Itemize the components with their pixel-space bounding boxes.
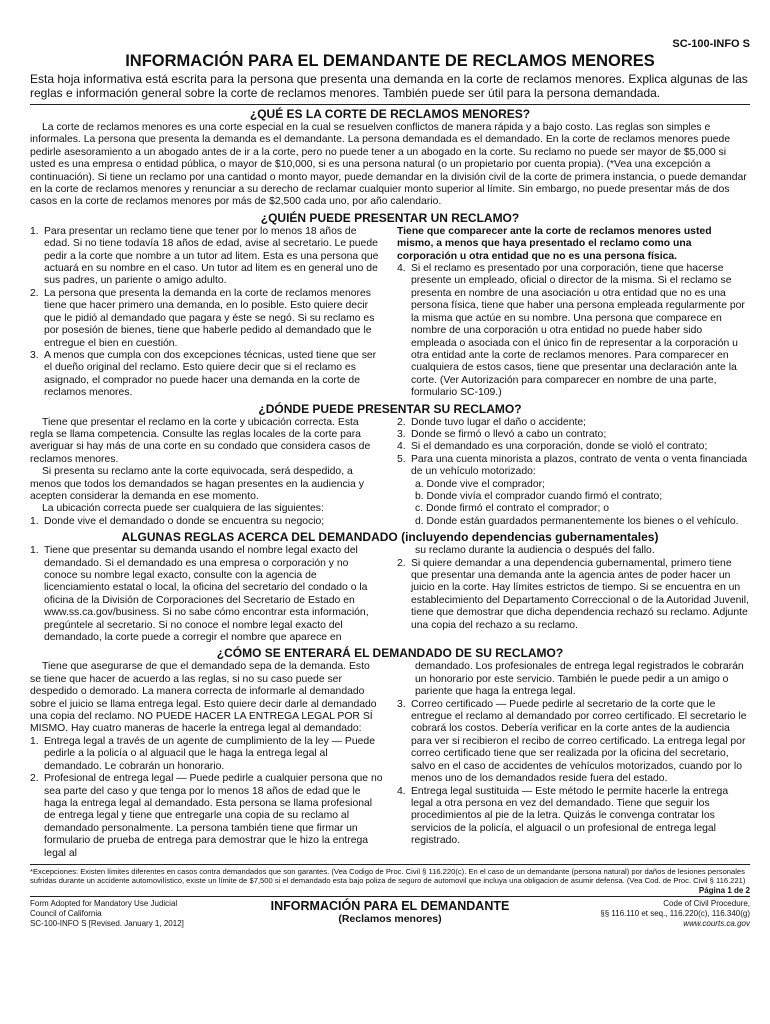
list-item: 3. Correo certificado — Puede pedirle al secretario de la corte que le entregue el reclamo al demandado por correo certificado. El secretario le cobrará los costos. Debería verificar en la corte antes de la audiencia para ver si recibieron el recibo de correo certificado. La entrega legal por correo certificado tiene que ser realizada por la oficina del secretario, salvo en el caso de accidentes de vehículos motorizados, cuando por lo menos uno de los demandados reside fuera del estado. <box>397 698 747 785</box>
list-item: 1. Donde vive el demandado o donde se encuentra su negocio; <box>30 515 325 527</box>
sub-item: d. Donde están guardados permanentemente los bienes o el vehículo. <box>415 515 739 527</box>
section-heading-what: ¿QUÉ ES LA CORTE DE RECLAMOS MENORES? <box>249 107 531 121</box>
list-item: 2. Donde tuvo lugar el daño o accidente; <box>397 416 587 428</box>
sub-item: b. Donde vivía el comprador cuando firmó el contrato; <box>415 490 663 502</box>
how-right-column <box>397 661 750 860</box>
list-item: 4. Si el demandado es una corporación, donde se violó el contrato; <box>397 441 708 453</box>
list-item: 4. Entrega legal sustituida — Este método le permite hacerle la entrega legal a otra persona en vez del demandado. Tiene que seguir los procedimientos al pie de la letra. Quizás le convenga contratar los servicios de la policía, el alguacil o un profesional de entrega legal registrado. <box>397 785 729 847</box>
rules-left-column <box>30 545 383 644</box>
rules-continuation: su reclamo durante la audiencia o después del fallo. <box>415 545 655 557</box>
footnote: *Excepciones: Existen límites diferentes en casos contra demandados que son garantes. (Vea Codigo de Proc. Civil § 116.220(c). En el caso de un demandante (persona natural) por daños de lesiones personales sufridas durante un accidente automovilístico, existe un límite de $7,500 si el demandado esta bajo poliza de seguro de automovil que incluya una obligacion de asumir defensa. (Vea Cod. de Proc. Civil § 116.221) <box>30 864 750 886</box>
where-paragraph-1: Tiene que presentar el reclamo en la corte y ubicación correcta. Esta regla se llama competencia. Consulte las reglas locales de la corte para averiguar si hay más de una corte en su condado que considera casos de reclamos menores. <box>30 416 371 465</box>
section-heading-rules: ALGUNAS REGLAS ACERCA DEL DEMANDADO (incluyendo dependencias gubernamentales) <box>121 530 659 545</box>
list-item: 3. A menos que cumpla con dos excepciones técnicas, usted tiene que ser el dueño original del reclamo. Esto quiere decir que si el reclamo es asignado, el comprador no puede hacer una demanda en la corte de reclamos menores. <box>30 349 377 399</box>
page-body <box>30 38 750 929</box>
list-item: 2. Si quiere demandar a una dependencia gubernamental, primero tiene que presentar una demanda ante la agencia antes de poder hacer un juicio en la corte. Hay límites estrictos de tiempo. Si se encuentra en un establecimiento del Departamento Correccional o de la Autoridad Juvenil, tiene que demostrar que dicha dependencia rechazó su reclamo. Adjunte una copia del rechazo a su reclamo. <box>397 557 749 631</box>
list-item: 4. Si el reclamo es presentado por una corporación, tiene que hacerse presente un empleado, oficial o director de la misma. Si el reclamo se presenta en nombre de una asociación u otra entidad que no es una persona física, tiene que haber una persona empleada regularmente por la misma que actúe en su nombre. Una persona que comparece en nombre de una corporación u otra entidad no puede haber sido empleada o asociada con el único fin de representar a la corporación u otra entidad ante la corte de reclamos menores. Para comparecer en cualquiera de estos casos, tiene que presentar una declaración ante la corte. (Ver Autorización para comparecer en nombre de una parte, formulario SC-109.) <box>397 263 745 399</box>
page-indicator: Página 1 de 2 <box>698 885 750 895</box>
footer-left: Form Adopted for Mandatory Use Judicial Council of California SC-100-INFO S [Revised. January 1, 2012] <box>30 898 184 928</box>
sub-item: a. Donde vive el comprador; <box>415 478 545 490</box>
section-heading-how: ¿CÓMO SE ENTERARÁ EL DEMANDADO DE SU RECLAMO? <box>216 646 564 661</box>
where-paragraph-2: Si presenta su reclamo ante la corte equivocada, será despedido, a menos que todos los demandados se hagan presentes en la audiencia y acepten considerar la demanda en ese momento. <box>30 466 364 502</box>
list-item: 1. Entrega legal a través de un agente de cumplimiento de la ley — Puede pedirle a la policía o al alguacil que le haga la entrega legal al demandado. Le cobrarán un honorario. <box>30 735 375 772</box>
page-footer <box>30 896 750 929</box>
how-left-column <box>30 661 383 860</box>
footer-right: Code of Civil Procedure, §§ 116.110 et seq., 116.220(c), 116.340(g) www.courts.ca.gov <box>600 898 750 928</box>
how-continuation: demandado. Los profesionales de entrega legal registrados le cobrarán un honorario por este servicio. También le puede pedir a un amigo o pariente que haga la entrega legal. <box>415 661 744 698</box>
list-item: 1. Para presentar un reclamo tiene que tener por lo menos 18 años de edad. Si no tiene todavía 18 años de edad, avise al secretario. Le puede pedir a la corte que nombre a un tutor ad litem. Esta es una persona que actuará en su nombre en el caso. Un tutor ad litem es en general uno de sus padres, un pariente o amigo adulto. <box>30 225 379 287</box>
who-right-column <box>397 226 750 400</box>
list-item: 5. Para una cuenta minorista a plazos, contrato de venta o venta financiada de un vehículo motorizado: <box>397 453 748 478</box>
page-title: INFORMACIÓN PARA EL DEMANDANTE DE RECLAMOS MENORES <box>125 52 655 70</box>
list-item: 2. Profesional de entrega legal — Puede pedirle a cualquier persona que no sea parte del caso y que tenga por lo menos 18 años de edad que le haga la entrega legal al demandado. Esta persona se llama profesional de entrega legal y tiene que entregarle una copia de su reclamo al demandado personalmente. La persona también tiene que firmar un formulario de prueba de entrega para demostrar que le hizo la entrega legal al <box>30 773 383 859</box>
list-item: 1. Tiene que presentar su demanda usando el nombre legal exacto del demandado. Si el demandado es una empresa o corporación y no conoce su nombre legal exacto, consulte con la agencia de licenciamiento estatal o local, la oficina del secretario del condado o la oficina de la División de Corporaciones del Secretario de Estado en www.ss.ca.gov/business. Si no sabe cómo encontrar esta información, pregúntele al secretario. Si no conoce el nombre legal exacto del demandado, la corte puede a corregir el nombre que aparece en <box>30 545 369 644</box>
divider <box>30 104 750 105</box>
sub-item: c. Donde firmó el contrato el comprador; o <box>415 503 610 515</box>
how-paragraph: Tiene que asegurarse de que el demandado sepa de la demanda. Esto se tiene que hacer de acuerdo a las reglas, si no su caso puede ser despedido o demorado. La manera correcta de informarle al demandado sobre el juicio se llama entrega legal. Esto quiere decir darle al demandado una copia del reclamo. NO PUEDE HACER LA ENTREGA LEGAL POR SÍ MISMO. Hay cuatro maneras de hacerle la entrega legal al demandado: <box>30 661 377 735</box>
rules-right-column <box>397 545 750 644</box>
who-right-lead: Tiene que comparecer ante la corte de reclamos menores usted mismo, a menos que haya presentado el reclamo como una corporación u otra entidad que no es una persona física. <box>397 225 712 262</box>
form-number: SC-100-INFO S <box>672 38 750 50</box>
footer-center: INFORMACIÓN PARA EL DEMANDANTE (Reclamos menores) <box>270 898 510 925</box>
list-item: 3. Donde se firmó o llevó a cabo un contrato; <box>397 428 607 440</box>
where-right-column <box>397 417 750 529</box>
list-item: 2. La persona que presenta la demanda en la corte de reclamos menores tiene que hacer primero una demanda, en lo posible. Esto quiere decir que le pidió al demandado que pagara y éste se negó. Si su reclamo es por posesión de bienes, tiene que haberle pedido al demandado que le entregue el bien en cuestión. <box>30 287 375 349</box>
section-what-text: La corte de reclamos menores es una corte especial en la cual se resuelven conflictos de manera rápida y a bajo costo. Las reglas son simples e informales. La persona que presenta la demanda es el demandante. La persona demandada es el demandado. En la corte de reclamos menores puede pedirle asesoramiento a un abogado antes de ir a la corte, pero no puede tener a un abogado en la corte. Su reclamo no puede ser mayor de $5,000 si usted es una empresa o entidad pública, o mayor de $10,000, si es una persona natural (o un propietario por cuenta propia). (*Vea una excepción a continuación). Si tiene un reclamo por una cantidad o monto mayor, puede demandar en la división civil de la corte de primera instancia, o puede demandar en la corte de reclamos menores y renunciar a su derecho de reclamar cualquier monto superior al límite. Sin embargo, no puede presentar más de dos casos en la corte de reclamos menores por más de $2,500 cada uno, por año calendario. <box>30 122 747 208</box>
section-heading-where: ¿DÓNDE PUEDE PRESENTAR SU RECLAMO? <box>258 401 522 416</box>
where-paragraph-3: La ubicación correcta puede ser cualquiera de las siguientes: <box>42 503 324 515</box>
who-left-column <box>30 226 383 400</box>
where-left-column <box>30 417 383 529</box>
section-heading-who: ¿QUIÉN PUEDE PRESENTAR UN RECLAMO? <box>260 210 520 225</box>
intro-paragraph: Esta hoja informativa está escrita para la persona que presenta una demanda en la corte de reclamos menores. Explica algunas de las reglas e información general sobre la corte de reclamos menores. También puede ser útil para la persona demandada. <box>30 72 748 100</box>
